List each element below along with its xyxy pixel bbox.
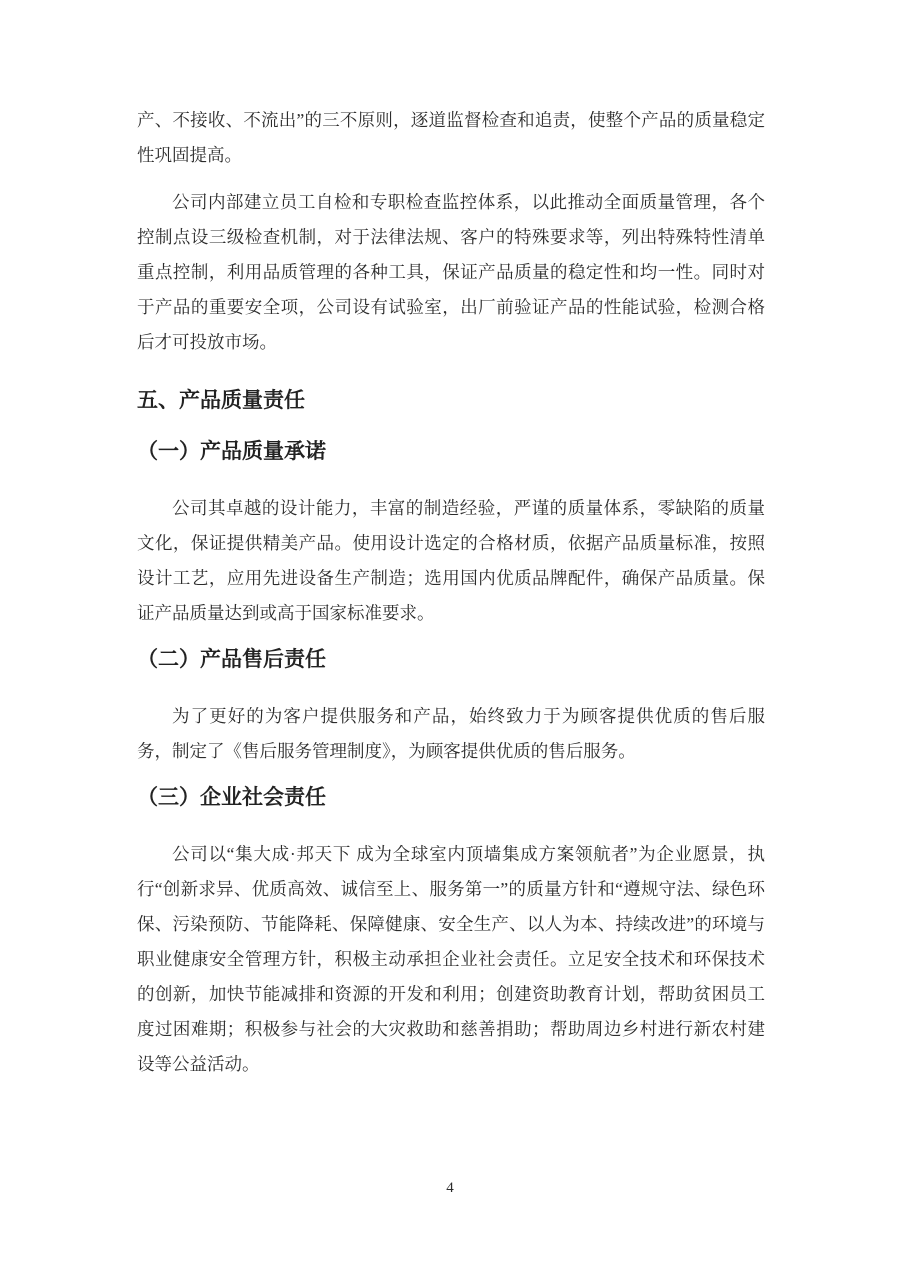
subheading-product-quality-commitment: （一）产品质量承诺 — [137, 440, 326, 463]
subheading-after-sales-responsibility: （二）产品售后责任 — [137, 648, 326, 671]
paragraph-inspection-system: 公司内部建立员工自检和专职检查监控体系，以此推动全面质量管理，各个控制点设三级检查机制，对于法律法规、客户的特殊要求等，列出特殊特性清单重点控制，利用品质管理的各种工具，保证产品质量的稳定性和均一性。同时对于产品的重要安全项，公司设有试验室，出厂前验证产品的性能试验，检测合格后才可投放市场。 — [137, 192, 765, 352]
paragraph-quality-promise: 公司其卓越的设计能力，丰富的制造经验，严谨的质量体系，零缺陷的质量文化，保证提供精美产品。使用设计选定的合格材质，依据产品质量标准，按照设计工艺，应用先进设备生产制造；选用国内优质品牌配件，确保产品质量。保证产品质量达到或高于国家标准要求。 — [137, 498, 765, 623]
paragraph-social-responsibility: 公司以“集大成·邦天下 成为全球室内顶墙集成方案领航者”为企业愿景，执行“创新求异、优质高效、诚信至上、服务第一”的质量方针和“遵规守法、绿色环保、污染预防、节能降耗、保障健康、安全生产、以人为本、持续改进”的环境与职业健康安全管理方针，积极主动承担企业社会责任。立足安全技术和环保技术的创新，加快节能减排和资源的开发和利用；创建资助教育计划，帮助贫困员工度过困难期；积极参与社会的大灾救助和慈善捐助；帮助周边乡村进行新农村建设等公益活动。 — [137, 844, 765, 1074]
page-number: 4 — [446, 1180, 454, 1196]
document-body — [137, 103, 765, 1094]
section-heading-product-quality-responsibility: 五、产品质量责任 — [137, 389, 305, 412]
subheading-corporate-social-responsibility: （三）企业社会责任 — [137, 786, 326, 809]
paragraph-continuation: 产、不接收、不流出”的三不原则，逐道监督检查和追责，使整个产品的质量稳定性巩固提高。 — [137, 110, 765, 165]
paragraph-after-sales: 为了更好的为客户提供服务和产品，始终致力于为顾客提供优质的售后服务，制定了《售后服务管理制度》，为顾客提供优质的售后服务。 — [137, 706, 765, 761]
